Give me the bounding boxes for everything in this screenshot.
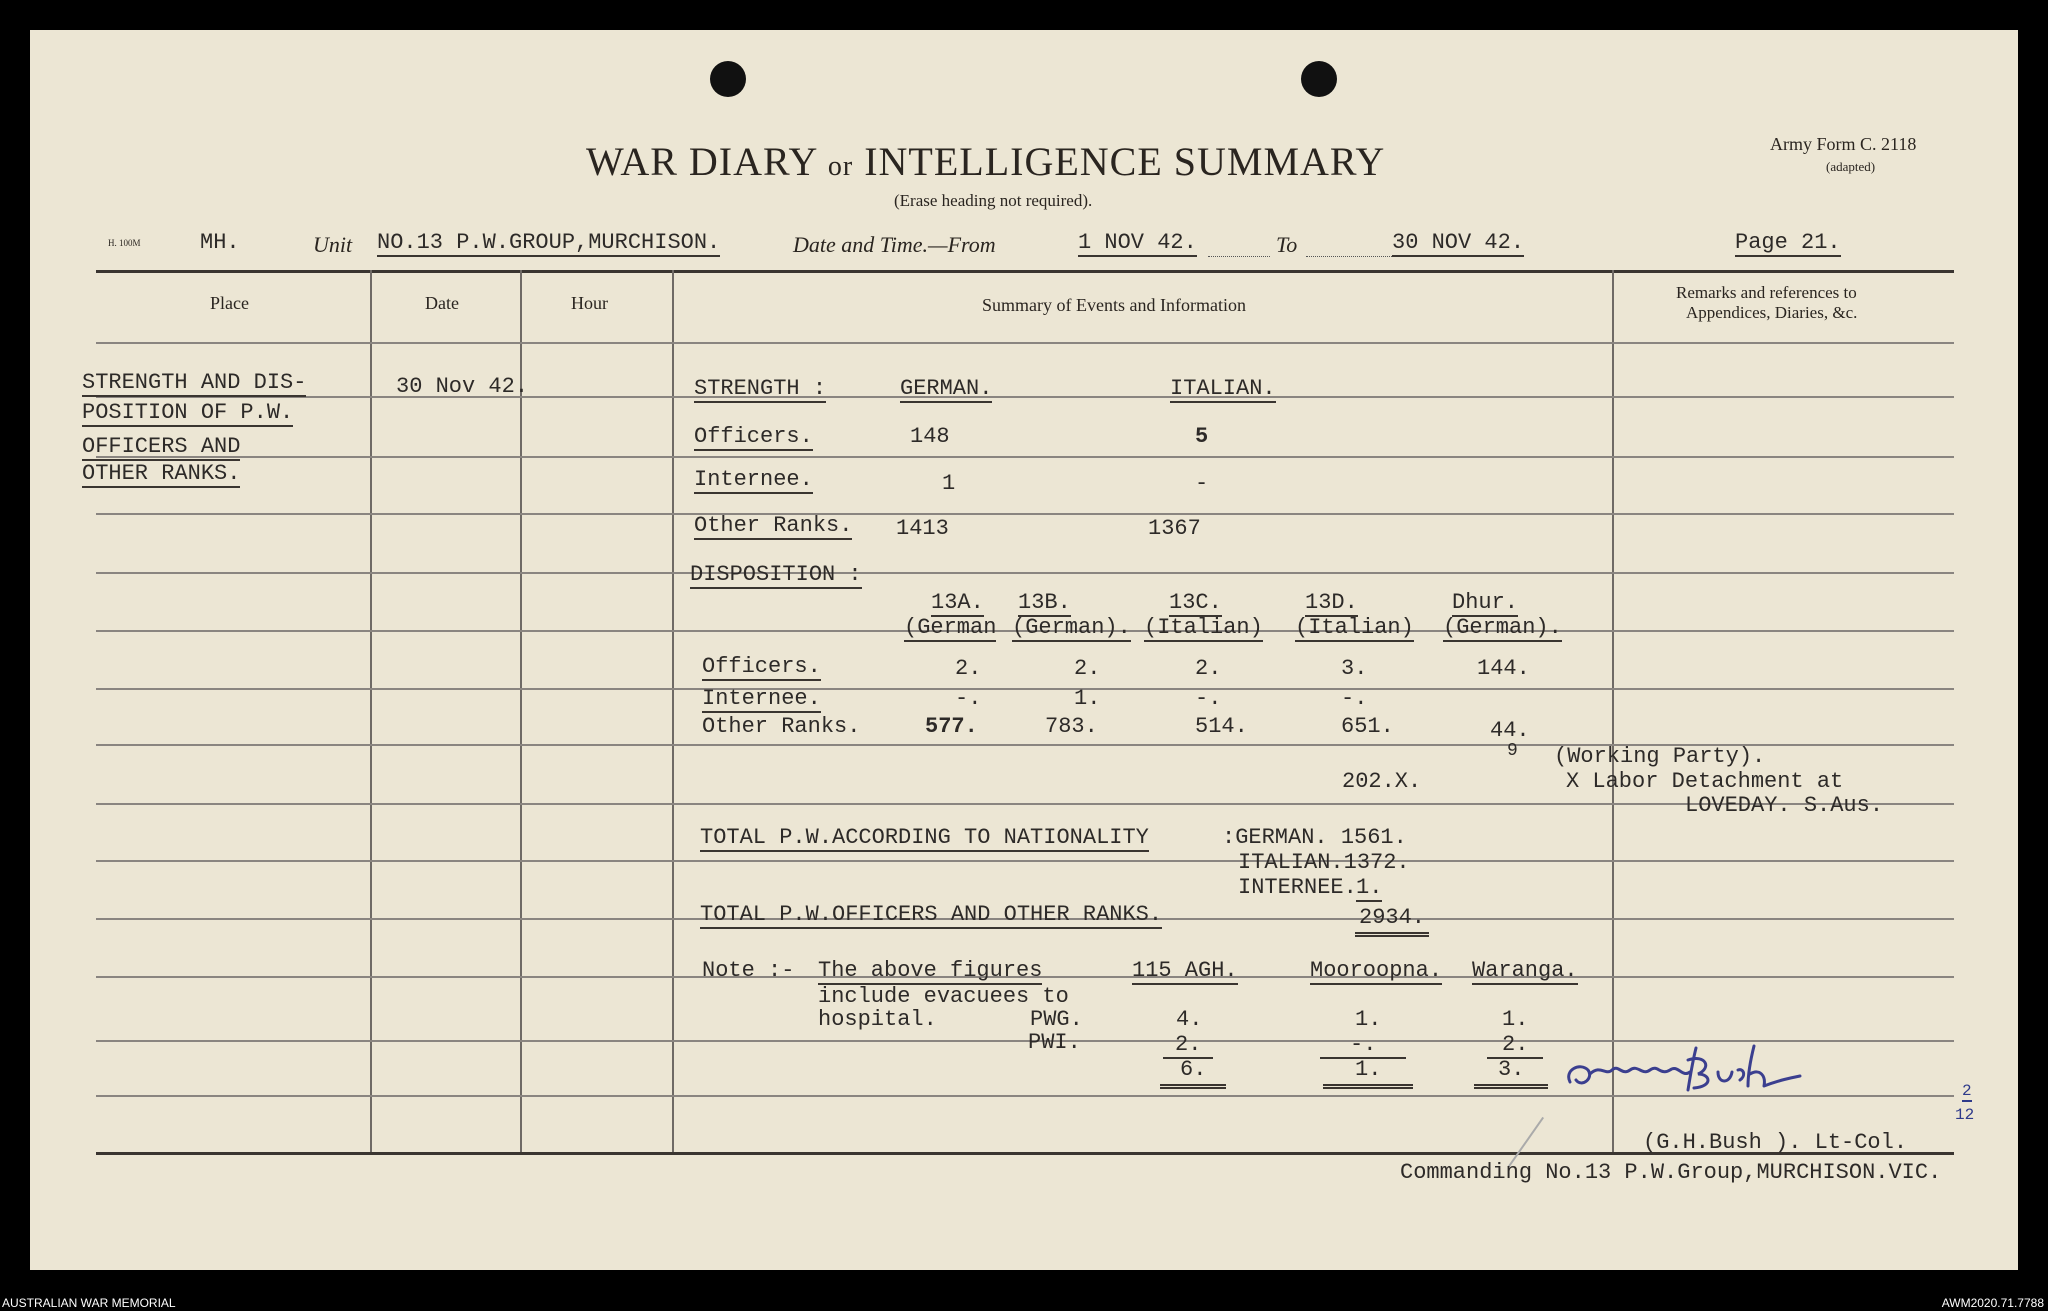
disp-col-code: 13A. [931, 590, 984, 615]
army-form-number: Army Form C. 2118 [1770, 134, 1917, 154]
other-ranks-label: Other Ranks. [694, 513, 853, 538]
internee-italian: - [1195, 471, 1209, 496]
total-115-agh: 6. [1160, 1057, 1226, 1089]
title-intelligence-summary: INTELLIGENCE SUMMARY [864, 139, 1386, 184]
from-dotted-line [1208, 256, 1270, 257]
to-dotted-line [1306, 256, 1392, 257]
total-internee-value: 1. [1356, 875, 1383, 900]
disp-officers-13a: 2. [955, 656, 982, 681]
mh-mark: MH. [200, 230, 240, 255]
labor-detachment-note: X Labor Detachment at [1566, 769, 1844, 794]
other-ranks-german: 1413 [896, 516, 949, 541]
margin-mark-bottom: 12 [1955, 1106, 1975, 1124]
disp-internee-13a: -. [955, 686, 982, 711]
hospital-header-115-agh: 115 AGH. [1132, 958, 1238, 983]
german-heading: GERMAN. [900, 376, 993, 401]
print-code: H. 100M [108, 238, 141, 248]
place-line: OTHER RANKS. [82, 461, 241, 486]
footer-right: AWM2020.71.7788 [1941, 1296, 2044, 1310]
signatory-role: Commanding No.13 P.W.Group,MURCHISON.VIC. [1400, 1160, 1942, 1185]
table-row-rule [96, 513, 1954, 515]
pwi-115-agh: 2. [1163, 1032, 1213, 1059]
col-header-summary: Summary of Events and Information [982, 295, 1246, 315]
note-text: hospital. [818, 1007, 937, 1032]
column-divider [672, 270, 674, 1152]
place-line: POSITION OF P.W. [82, 400, 294, 425]
disp-col-code: 13D. [1305, 590, 1358, 615]
disp-other-13b: 783. [1045, 714, 1098, 739]
disp-col-nationality: (German [904, 615, 997, 640]
pwg-mooroopna: 1. [1355, 1007, 1382, 1032]
table-row-rule [96, 396, 1954, 398]
title-or: or [827, 151, 854, 182]
internee-label: Internee. [694, 467, 813, 492]
disp-internee-13c: -. [1195, 686, 1222, 711]
hospital-header-waranga: Waranga. [1472, 958, 1578, 983]
to-date: 30 NOV 42. [1392, 230, 1525, 255]
page-number: Page 21. [1735, 230, 1841, 255]
disp-other-13c: 514. [1195, 714, 1248, 739]
margin-mark-top: 2 [1962, 1082, 1972, 1100]
disp-officers-dhur: 144. [1477, 656, 1530, 681]
other-ranks-italian: 1367 [1148, 516, 1201, 541]
disp-officers-13d: 3. [1341, 656, 1368, 681]
total-mooroopna: 1. [1323, 1057, 1413, 1089]
table-row-rule [96, 572, 1954, 574]
punch-hole [1301, 61, 1337, 97]
table-row-rule [96, 342, 1954, 344]
total-all-label: TOTAL P.W.OFFICERS AND OTHER RANKS. [700, 902, 1163, 927]
signatory-name: (G.H.Bush ). Lt-Col. [1643, 1130, 1908, 1155]
col-header-place: Place [210, 293, 249, 313]
disp-col-code: Dhur. [1452, 590, 1519, 615]
labor-detachment-location: LOVEDAY. S.Aus. [1685, 793, 1884, 818]
disp-col-code: 13B. [1018, 590, 1071, 615]
army-form-adapted: (adapted) [1826, 159, 1876, 174]
table-row-rule [96, 456, 1954, 458]
total-german: :GERMAN. 1561. [1222, 825, 1407, 850]
column-divider [1612, 270, 1614, 1152]
working-party-note: (Working Party). [1554, 744, 1766, 769]
disp-internee-13d: -. [1341, 686, 1368, 711]
disp-internee-label: Internee. [702, 686, 821, 711]
col-header-date: Date [425, 293, 459, 313]
strength-label: STRENGTH : [694, 376, 827, 401]
disp-col-nationality: (Italian) [1295, 615, 1414, 640]
table-row-rule [96, 803, 1954, 805]
table-row-rule [96, 688, 1954, 690]
disp-col-code: 13C. [1169, 590, 1222, 615]
footer-left: AUSTRALIAN WAR MEMORIAL [2, 1296, 176, 1310]
pwi-mooroopna: -. [1320, 1032, 1406, 1059]
disp-officers-13b: 2. [1074, 656, 1101, 681]
pwi-waranga: 2. [1487, 1032, 1543, 1059]
entry-date: 30 Nov 42. [396, 374, 529, 399]
disp-internee-13b: 1. [1074, 686, 1101, 711]
column-divider [370, 270, 372, 1152]
place-line: OFFICERS AND [82, 434, 241, 459]
unit-value: NO.13 P.W.GROUP,MURCHISON. [377, 230, 721, 255]
disp-other-13d: 651. [1341, 714, 1394, 739]
form-title [586, 138, 1385, 185]
punch-hole [710, 61, 746, 97]
pwi-label: PWI. [1028, 1030, 1081, 1055]
disp-other-13a: 577. [925, 714, 978, 739]
italian-heading: ITALIAN. [1170, 376, 1276, 401]
from-date: 1 NOV 42. [1078, 230, 1197, 255]
column-divider [520, 270, 522, 1152]
total-all-value: 2934. [1355, 905, 1429, 937]
disp-col-nationality: (German). [1012, 615, 1131, 640]
date-time-label: Date and Time.—From [793, 232, 996, 257]
officers-label: Officers. [694, 424, 813, 449]
note-text: include evacuees to [818, 984, 1069, 1009]
title-war-diary: WAR DIARY [586, 139, 817, 184]
hospital-header-mooroopna: Mooroopna. [1310, 958, 1443, 983]
disp-col-nationality: (German). [1443, 615, 1562, 640]
erase-note: (Erase heading not required). [894, 191, 1093, 210]
disp-officers-label: Officers. [702, 654, 821, 679]
unit-label: Unit [313, 232, 353, 257]
labor-detachment-value: 202.X. [1342, 769, 1422, 794]
pwg-115-agh: 4. [1176, 1007, 1203, 1032]
place-line: STRENGTH AND DIS- [82, 370, 307, 395]
note-text: The above figures [818, 958, 1043, 983]
disp-col-nationality: (Italian) [1144, 615, 1263, 640]
pwg-waranga: 1. [1502, 1007, 1529, 1032]
disposition-label: DISPOSITION : [690, 562, 862, 587]
total-internee-label: INTERNEE. [1238, 875, 1357, 900]
total-nationality-label: TOTAL P.W.ACCORDING TO NATIONALITY [700, 825, 1149, 850]
dhur-working-party-count: 9 [1507, 741, 1518, 761]
col-header-remarks-2: Appendices, Diaries, &c. [1686, 303, 1858, 322]
total-italian: ITALIAN.1372. [1238, 850, 1410, 875]
total-waranga: 3. [1474, 1057, 1548, 1089]
disp-other-label: Other Ranks. [702, 714, 861, 739]
note-label: Note :- [702, 958, 795, 983]
to-label: To [1276, 232, 1298, 257]
handwritten-signature [1560, 1040, 1810, 1110]
internee-german: 1 [942, 471, 956, 496]
pwg-label: PWG. [1030, 1007, 1083, 1032]
disp-officers-13c: 2. [1195, 656, 1222, 681]
disp-other-dhur: 44. [1490, 718, 1530, 743]
col-header-hour: Hour [571, 293, 608, 313]
col-header-remarks-1: Remarks and references to [1676, 283, 1857, 302]
table-row-rule [96, 860, 1954, 862]
table-top-rule [96, 270, 1954, 273]
officers-italian: 5 [1195, 424, 1209, 449]
officers-german: 148 [910, 424, 950, 449]
